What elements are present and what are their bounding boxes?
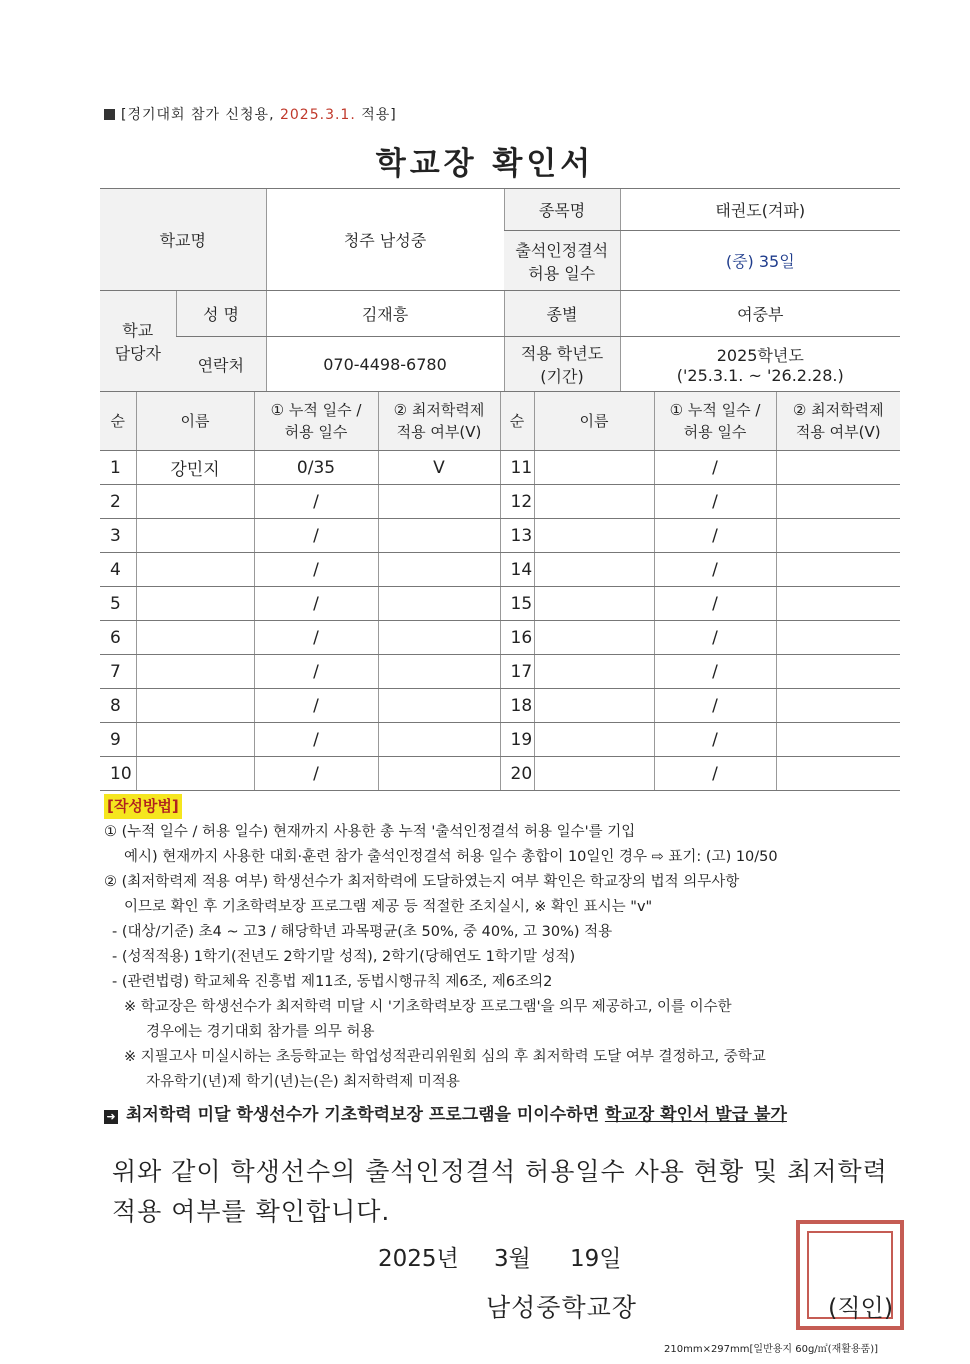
- student-row: [100, 655, 900, 689]
- contact-label: 연락처: [176, 337, 266, 392]
- contact-value: 070-4498-6780: [266, 337, 504, 392]
- student-no: 3: [100, 519, 136, 553]
- student-check: [378, 621, 500, 655]
- student-name-2: [534, 553, 654, 587]
- warning-emphasis: 학교장 확인서 발급 불가: [604, 1105, 787, 1125]
- date-day: 19일: [570, 1246, 622, 1272]
- student-days-2: /: [654, 757, 776, 791]
- student-name-2: [534, 451, 654, 485]
- year-label-line2: (기간): [540, 367, 584, 386]
- header-days-line1: ① 누적 일수 /: [270, 401, 362, 419]
- student-row: [100, 723, 900, 757]
- method-line: 예시) 현재까지 사용한 대회·훈련 참가 출석인정결석 허용 일수 총합이 10일인 경우 ⇨ 표기: (고) 10/50: [124, 849, 778, 865]
- header-days-2: [654, 392, 776, 451]
- teacher-label-line1: 학교: [122, 321, 154, 340]
- student-days-2: /: [654, 655, 776, 689]
- header-note: [104, 104, 397, 124]
- header-check-2: [776, 392, 900, 451]
- method-label: [작성방법]: [104, 794, 182, 819]
- name-value: 김재흥: [266, 291, 504, 337]
- student-check: [378, 723, 500, 757]
- student-no-2: 16: [500, 621, 534, 655]
- method-line: 이므로 확인 후 기초학력보장 프로그램 제공 등 적절한 조치실시, ※ 확인 표시는 "v": [124, 899, 653, 915]
- year-label-line1: 적용 학년도: [520, 344, 604, 363]
- confirm-text: [112, 1152, 912, 1232]
- method-line: ※ 지필고사 미실시하는 초등학교는 학업성적관리위원회 심의 후 최저학력 도달 여부 결정하고, 중학교: [124, 1049, 766, 1065]
- student-no: 6: [100, 621, 136, 655]
- header-no: 순: [100, 392, 136, 451]
- student-no-2: 12: [500, 485, 534, 519]
- header-no-2: 순: [500, 392, 534, 451]
- seal-note: (직인): [828, 1294, 894, 1322]
- student-row: [100, 553, 900, 587]
- student-name-2: [534, 519, 654, 553]
- student-check-2: [776, 587, 900, 621]
- student-days: /: [254, 621, 378, 655]
- header-check: [378, 392, 500, 451]
- student-days-2: /: [654, 587, 776, 621]
- student-days-2: /: [654, 519, 776, 553]
- student-days-2: /: [654, 689, 776, 723]
- method-line: ② (최저학력제 적용 여부) 학생선수가 최저학력에 도달하였는지 여부 확인은 학교장의 법적 의무사항: [104, 874, 740, 890]
- student-name-2: [534, 587, 654, 621]
- student-row: [100, 451, 900, 485]
- student-name: [136, 621, 254, 655]
- student-check-2: [776, 655, 900, 689]
- student-days-2: /: [654, 621, 776, 655]
- note-prefix: [경기대회 참가 신청용,: [121, 107, 275, 123]
- student-days-2: /: [654, 553, 776, 587]
- student-name: 강민지: [136, 451, 254, 485]
- student-days: /: [254, 723, 378, 757]
- arrow-box-icon: ➜: [104, 1110, 118, 1124]
- year-value-line2: ('25.3.1. ~ '26.2.28.): [676, 366, 844, 385]
- student-days-2: /: [654, 723, 776, 757]
- student-check-2: [776, 485, 900, 519]
- student-no-2: 15: [500, 587, 534, 621]
- student-name: [136, 655, 254, 689]
- student-name: [136, 723, 254, 757]
- warning-text: 최저학력 미달 학생선수가 기초학력보장 프로그램을 미이수하면: [126, 1105, 599, 1125]
- school-label: 학교명: [100, 189, 266, 291]
- method-section: [104, 794, 904, 1128]
- date-year: 2025년: [378, 1246, 459, 1272]
- student-row: [100, 757, 900, 791]
- student-check: [378, 485, 500, 519]
- confirm-line2: 적용 여부를 확인합니다.: [112, 1197, 391, 1226]
- student-no-2: 11: [500, 451, 534, 485]
- header-check-line1: ② 최저학력제: [393, 401, 485, 419]
- year-value-line1: 2025학년도: [716, 346, 804, 365]
- student-no-2: 18: [500, 689, 534, 723]
- header-check-2-line1: ② 최저학력제: [792, 401, 884, 419]
- student-check: [378, 757, 500, 791]
- student-check: V: [378, 451, 500, 485]
- student-days-2: /: [654, 485, 776, 519]
- student-no: 2: [100, 485, 136, 519]
- method-line: ① (누적 일수 / 허용 일수) 현재까지 사용한 총 누적 '출석인정결석 허용 일수'를 기입: [104, 824, 636, 840]
- student-days: /: [254, 519, 378, 553]
- student-name-2: [534, 655, 654, 689]
- note-date: 2025.3.1.: [279, 107, 356, 123]
- student-days: /: [254, 587, 378, 621]
- student-check-2: [776, 451, 900, 485]
- student-check-2: [776, 689, 900, 723]
- attend-value: (중) 35일: [620, 231, 900, 291]
- student-check: [378, 689, 500, 723]
- name-label: 성 명: [176, 291, 266, 337]
- student-check: [378, 519, 500, 553]
- header-name: 이름: [136, 392, 254, 451]
- method-line: 경우에는 경기대회 참가를 의무 허용: [146, 1024, 375, 1040]
- student-check-2: [776, 553, 900, 587]
- student-name: [136, 519, 254, 553]
- student-name: [136, 485, 254, 519]
- principal-name: 남성중학교장: [486, 1293, 637, 1322]
- student-no: 4: [100, 553, 136, 587]
- attend-label: [504, 231, 620, 291]
- header-days-line2: 허용 일수: [284, 423, 348, 441]
- student-row: [100, 485, 900, 519]
- student-check-2: [776, 723, 900, 757]
- student-name-2: [534, 723, 654, 757]
- student-days: /: [254, 485, 378, 519]
- student-days: /: [254, 655, 378, 689]
- student-check-2: [776, 621, 900, 655]
- student-row: [100, 519, 900, 553]
- student-no: 5: [100, 587, 136, 621]
- method-line: - (대상/기준) 초4 ~ 고3 / 해당학년 과목평균(초 50%, 중 40%, 고 30%) 적용: [112, 924, 613, 940]
- student-no-2: 19: [500, 723, 534, 757]
- sport-value: 태권도(겨파): [620, 189, 900, 231]
- category-value: 여중부: [620, 291, 900, 337]
- info-table: [100, 188, 900, 392]
- method-line: 자유학기(년)제 학기(년)는(은) 최저학력제 미적용: [146, 1074, 460, 1090]
- student-check: [378, 587, 500, 621]
- student-row: [100, 689, 900, 723]
- student-name-2: [534, 689, 654, 723]
- student-days: /: [254, 553, 378, 587]
- student-no-2: 17: [500, 655, 534, 689]
- student-no-2: 14: [500, 553, 534, 587]
- method-line: - (관련법령) 학교체육 진흥법 제11조, 동법시행규칙 제6조, 제6조의2: [112, 974, 553, 990]
- header-check-line2: 적용 여부(V): [396, 423, 482, 441]
- student-rows: [100, 451, 900, 791]
- student-no-2: 20: [500, 757, 534, 791]
- student-days: /: [254, 757, 378, 791]
- paper-spec-footer: 210mm×297mm[일반용지 60g/㎡(재활용품)]: [664, 1344, 879, 1355]
- student-days: 0/35: [254, 451, 378, 485]
- year-value: [620, 337, 900, 392]
- student-no: 7: [100, 655, 136, 689]
- student-days-2: /: [654, 451, 776, 485]
- student-name: [136, 587, 254, 621]
- student-name-2: [534, 621, 654, 655]
- student-name-2: [534, 757, 654, 791]
- header-name-2: 이름: [534, 392, 654, 451]
- student-no: 1: [100, 451, 136, 485]
- student-no-2: 13: [500, 519, 534, 553]
- student-row: [100, 587, 900, 621]
- page-title: 학교장 확인서: [375, 146, 595, 182]
- teacher-label: [100, 291, 176, 392]
- student-name: [136, 553, 254, 587]
- student-no: 10: [100, 757, 136, 791]
- method-line: - (성적적용) 1학기(전년도 2학기말 성적), 2학기(당해연도 1학기말 성적): [112, 949, 576, 965]
- students-table: [100, 391, 900, 791]
- note-suffix: 적용]: [361, 107, 397, 123]
- year-label: [504, 337, 620, 392]
- date-month: 3월: [494, 1246, 531, 1272]
- school-value: 청주 남성중: [266, 189, 504, 291]
- teacher-label-line2: 담당자: [114, 344, 161, 363]
- student-check-2: [776, 519, 900, 553]
- method-line: ※ 학교장은 학생선수가 최저학력 미달 시 '기초학력보장 프로그램'을 의무 제공하고, 이를 이수한: [124, 999, 732, 1015]
- header-check-2-line2: 적용 여부(V): [795, 423, 881, 441]
- student-no: 9: [100, 723, 136, 757]
- warning-line: [104, 1103, 904, 1128]
- header-days: [254, 392, 378, 451]
- category-label: 종별: [504, 291, 620, 337]
- student-check: [378, 655, 500, 689]
- header-days-2-line2: 허용 일수: [683, 423, 747, 441]
- student-name: [136, 757, 254, 791]
- student-check: [378, 553, 500, 587]
- sport-label: 종목명: [504, 189, 620, 231]
- student-check-2: [776, 757, 900, 791]
- confirm-line1: 위와 같이 학생선수의 출석인정결석 허용일수 사용 현황 및 최저학력: [112, 1157, 888, 1186]
- attend-label-line2: 허용 일수: [528, 263, 596, 283]
- student-row: [100, 621, 900, 655]
- header-days-2-line1: ① 누적 일수 /: [669, 401, 761, 419]
- student-no: 8: [100, 689, 136, 723]
- students-header-row: [100, 392, 900, 451]
- attend-label-line1: 출석인정결석: [515, 240, 609, 260]
- student-name: [136, 689, 254, 723]
- student-name-2: [534, 485, 654, 519]
- student-days: /: [254, 689, 378, 723]
- square-bullet-icon: [104, 109, 115, 120]
